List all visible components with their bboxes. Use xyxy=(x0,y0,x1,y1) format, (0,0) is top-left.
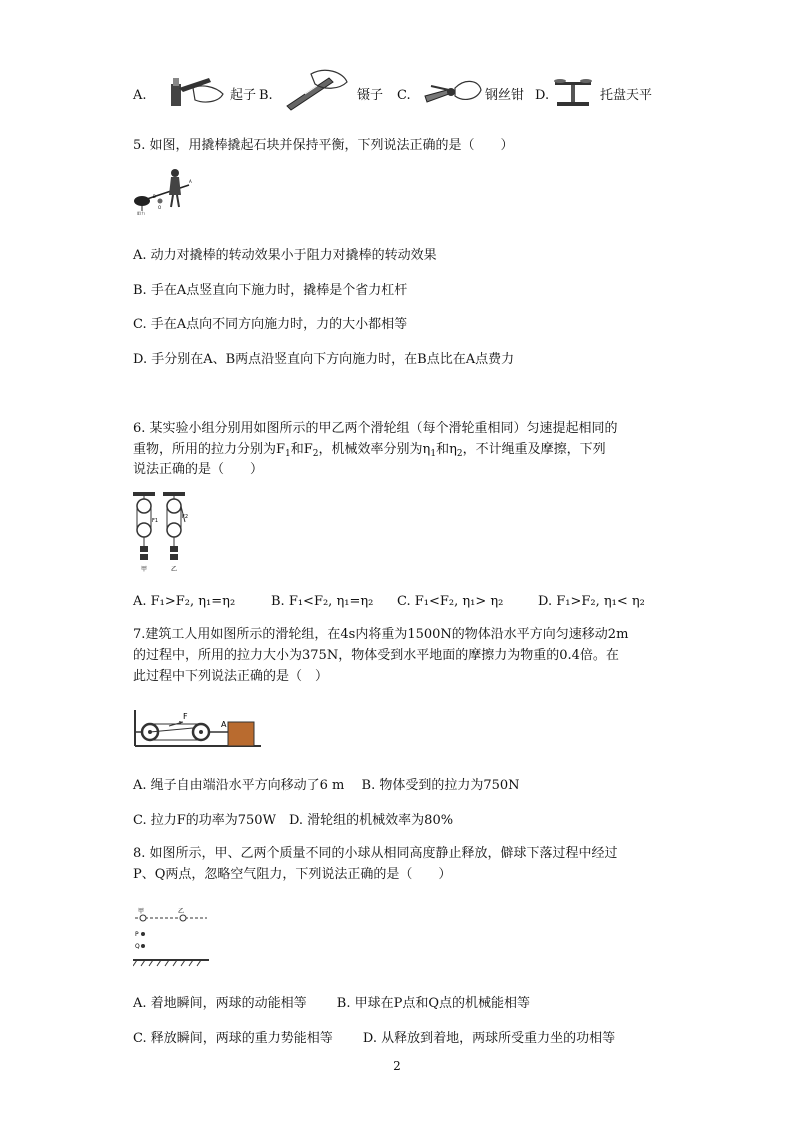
q7-stem-line3: 此过程中下列说法正确的是（ ） xyxy=(133,669,329,684)
q7-fig-label-a: A xyxy=(221,720,227,729)
q4-option-c-text: 钢丝钳 xyxy=(485,88,525,103)
q6-fig-label-jia: 甲 xyxy=(141,566,148,573)
q5-fig-label-b: B xyxy=(153,194,156,199)
q6-stem-line1: 6. 某实验小组分别用如图所示的甲乙两个滑轮组（每个滑轮重相同）匀速提起相同的 xyxy=(133,421,618,436)
q7-options-cd: C. 拉力F的功率为750W D. 滑轮组的机械效率为80% xyxy=(133,813,454,828)
q4-option-d-text: 托盘天平 xyxy=(600,88,653,103)
q4-option-b-text: 镊子 xyxy=(357,88,384,103)
wire-pliers-image xyxy=(421,72,485,110)
screwdriver-opener-image xyxy=(165,74,229,110)
horizontal-pulley-figure xyxy=(133,708,263,750)
q6-sub-f2: 2 xyxy=(312,449,319,459)
q6-sub-eta2: 2 xyxy=(456,449,463,459)
q4-option-b-label: B. xyxy=(259,88,273,103)
q7-stem-line2: 的过程中，所用的拉力大小为375N，物体受到水平地面的摩擦力为物重的0.4倍。在 xyxy=(133,648,619,663)
q7-fig-label-f: F xyxy=(183,712,188,721)
q6-stem-line3: 说法正确的是（ ） xyxy=(133,462,264,477)
q5-fig-label-a: A xyxy=(189,179,192,184)
q4-option-d-label: D. xyxy=(535,88,550,103)
q8-fig-label-jia: 甲 xyxy=(138,908,145,915)
q6-fig-label-f1: F1 xyxy=(152,518,159,524)
q6-option-a: A. F₁>F₂, η₁=η₂ xyxy=(133,594,236,609)
q8-stem-line1: 8. 如图所示，甲、乙两个质量不同的小球从相同高度静止释放，僻球下落过程中经过 xyxy=(133,846,618,861)
q6-fig-label-f2: F2 xyxy=(182,514,189,520)
q5-stem: 5. 如图，用撬棒撬起石块并保持平衡，下列说法正确的是（ ） xyxy=(133,138,514,153)
q8-stem-line2: P、Q两点，忽略空气阻力，下列说法正确的是（ ） xyxy=(133,867,452,882)
q6-stem-line2 xyxy=(133,442,606,462)
q6-option-b: B. F₁<F₂, η₁=η₂ xyxy=(271,594,374,609)
falling-balls-figure xyxy=(133,906,209,968)
q6-option-c: C. F₁<F₂, η₁> η₂ xyxy=(397,594,504,609)
q5-fig-label-o: O xyxy=(158,205,162,210)
q5-option-c: C. 手在A点向不同方向施力时，力的大小都相等 xyxy=(133,317,408,332)
q6-stem-part-b: 和F xyxy=(290,442,313,457)
q8-fig-label-q: Q xyxy=(135,943,140,950)
q6-stem-part-c: ，机械效率分别为η xyxy=(318,442,431,457)
q6-stem-part-a: 重物，所用的拉力分别为F xyxy=(133,442,286,457)
q6-sub-eta1: 1 xyxy=(430,449,437,459)
q8-fig-label-p: P xyxy=(135,931,139,938)
q4-option-a-text: 起子 xyxy=(230,88,257,103)
tweezers-image xyxy=(281,68,353,112)
q7-options-ab: A. 绳子自由端沿水平方向移动了6 m B. 物体受到的拉力为750N xyxy=(133,778,520,793)
crowbar-lever-figure xyxy=(133,165,193,215)
q6-sub-f1: 1 xyxy=(285,449,291,459)
q8-options-ab: A. 着地瞬间，两球的动能相等 B. 甲球在P点和Q点的机械能相等 xyxy=(133,996,531,1011)
pulley-systems-figure xyxy=(133,492,191,574)
q8-options-cd: C. 释放瞬间，两球的重力势能相等 D. 从释放到着地，两球所受重力坐的功相等 xyxy=(133,1031,616,1046)
page-number: 2 xyxy=(393,1059,401,1073)
q6-fig-label-yi: 乙 xyxy=(171,566,178,573)
q5-fig-label-resistance: 阻力 xyxy=(137,211,145,215)
q4-option-c-label: C. xyxy=(397,88,411,103)
tray-balance-image xyxy=(553,74,593,108)
q6-stem-part-d: 和η xyxy=(436,442,457,457)
q7-stem-line1: 7.建筑工人用如图所示的滑轮组，在4s内将重为1500N的物体沿水平方向匀速移动2m xyxy=(133,627,629,642)
q5-option-d: D. 手分别在A、B两点沿竖直向下方向施力时，在B点比在A点费力 xyxy=(133,352,515,367)
q6-option-d: D. F₁>F₂, η₁< η₂ xyxy=(538,594,645,609)
q8-fig-label-yi: 乙 xyxy=(178,908,185,915)
q5-option-a: A. 动力对撬棒的转动效果小于阻力对撬棒的转动效果 xyxy=(133,248,437,263)
q4-option-a-label: A. xyxy=(133,88,147,103)
q4-options-row xyxy=(133,84,673,114)
q5-option-b: B. 手在A点竖直向下施力时，撬棒是个省力杠杆 xyxy=(133,283,408,298)
q6-stem-part-e: ，不计绳重及摩擦，下列 xyxy=(462,442,606,457)
